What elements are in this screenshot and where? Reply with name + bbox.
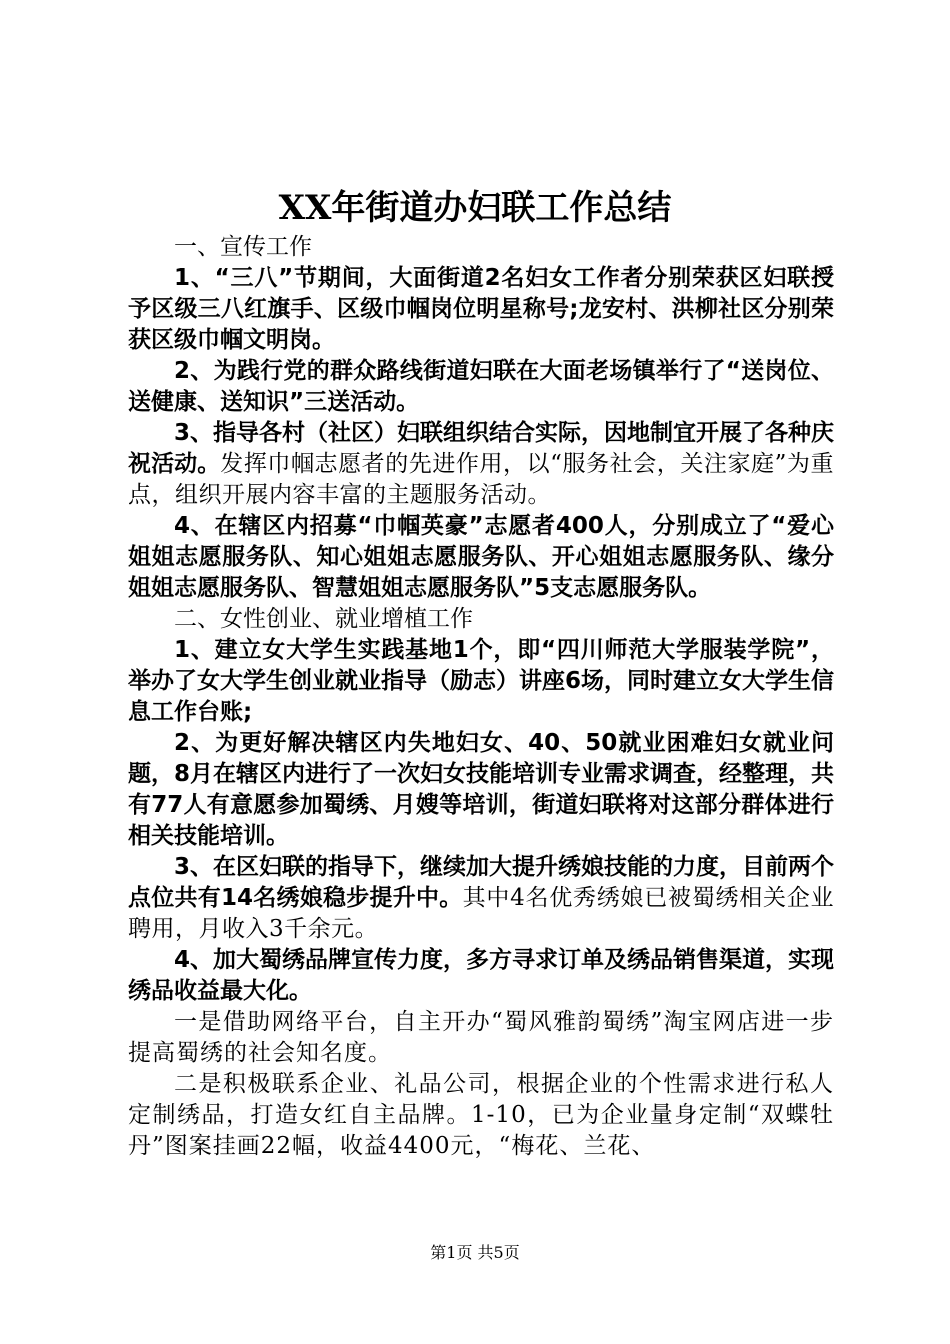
document-title: XX年街道办妇联工作总结 (278, 188, 672, 228)
paragraph-publicity-2: 2、为践行党的群众路线街道妇联在大面老场镇举行了“送岗位、送健康、送知识”三送活动。 (128, 358, 834, 415)
paragraph-employment-3: 3、在区妇联的指导下，继续加大提升绣娘技能的力度，目前两个点位共有14名绣娘稳步提升中。其中4名优秀绣娘已被蜀绣相关企业聘用，月收入3千余元。 (128, 854, 835, 942)
paragraph-employment-2: 2、为更好解决辖区内失地妇女、40、50就业困难妇女就业问题，8月在辖区内进行了一次妇女技能培训专业需求调查，经整理，共有77人有意愿参加蜀绣、月嫂等培训，街道妇联将对这部分群体进行相关技能培训。 (128, 730, 835, 849)
document-body (128, 232, 834, 1162)
paragraph-employment-1: 1、建立女大学生实践基地1个，即“四川师范大学服装学院”，举办了女大学生创业就业指导（励志）讲座6场，同时建立女大学生信息工作台账; (128, 637, 835, 725)
paragraph-custom-embroidery: 二是积极联系企业、礼品公司，根据企业的个性需求进行私人定制绣品，打造女红自主品牌。1-10，已为企业量身定制“双蝶牡丹”图案挂画22幅，收益4400元，“梅花、兰花、 (128, 1071, 834, 1159)
paragraph-publicity-1: 1、“三八”节期间，大面街道2名妇女工作者分别荣获区妇联授予区级三八红旗手、区级巾帼岗位明星称号;龙安村、洪柳社区分别荣获区级巾帼文明岗。 (128, 265, 834, 353)
paragraph-employment-3-extra: 其中4名优秀绣娘已被蜀绣相关企业聘用，月收入3千余元。 (128, 885, 834, 942)
paragraph-publicity-3-extra: 发挥巾帼志愿者的先进作用，以“服务社会，关注家庭”为重点，组织开展内容丰富的主题服务活动。 (128, 451, 834, 508)
paragraph-publicity-4: 4、在辖区内招募“巾帼英豪”志愿者400人，分别成立了“爱心姐姐志愿服务队、知心姐姐志愿服务队、开心姐姐志愿服务队、缘分姐姐志愿服务队、智慧姐姐志愿服务队”5支志愿服务队。 (128, 513, 834, 601)
page-footer: 第1页 共5页 (430, 1243, 520, 1262)
section-heading-employment: 二、女性创业、就业增植工作 (174, 606, 473, 632)
section-heading-publicity: 一、宣传工作 (174, 234, 312, 260)
paragraph-employment-4: 4、加大蜀绣品牌宣传力度，多方寻求订单及绣品销售渠道，实现绣品收益最大化。 (128, 947, 835, 1004)
paragraph-online-store: 一是借助网络平台，自主开办“蜀风雅韵蜀绣”淘宝网店进一步提高蜀绣的社会知名度。 (128, 1009, 834, 1066)
paragraph-publicity-3: 3、指导各村（社区）妇联组织结合实际，因地制宜开展了各种庆祝活动。发挥巾帼志愿者的先进作用，以“服务社会，关注家庭”为重点，组织开展内容丰富的主题服务活动。 (128, 420, 835, 508)
